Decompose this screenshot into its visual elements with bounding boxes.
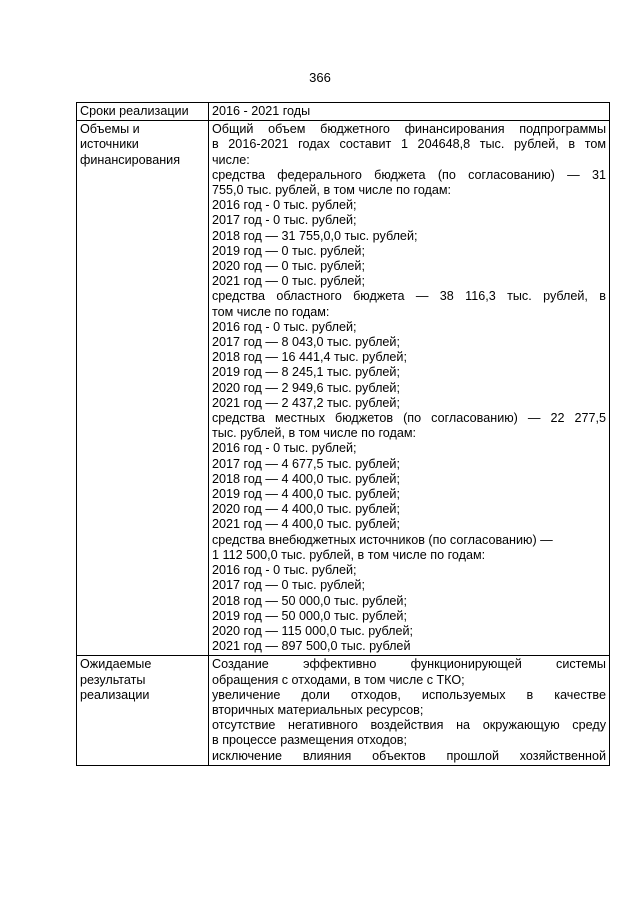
text-line: отсутствие негативного воздействия на окружающую среду [212,718,606,733]
text-line: 2018 год — 31 755,0,0 тыс. рублей; [212,228,418,243]
text-line: 2016 год - 0 тыс. рублей; [212,198,357,213]
text-line: вторичных материальных ресурсов; [212,702,424,717]
text-line: 2016 год - 0 тыс. рублей; [212,441,357,456]
text-line: 2020 год — 115 000,0 тыс. рублей; [212,623,414,638]
table-row-funding [77,121,610,656]
text-line: том числе по годам: [212,304,330,319]
row-label-line: Ожидаемые [80,657,152,672]
row-value-funding [209,121,610,656]
text-line: 2017 год - 0 тыс. рублей; [212,213,357,228]
text-line: средства местных бюджетов (по согласованию) — 22 277,5 [212,411,606,426]
row-label-line: результаты [80,672,146,687]
row-label-line: Объемы и [80,122,140,137]
text-line: 2020 год — 4 400,0 тыс. рублей; [212,502,400,517]
row-label-terms: Сроки реализации [77,103,209,121]
text-line: числе: [212,152,250,167]
text-line: обращения с отходами, в том числе с ТКО; [212,672,465,687]
text-line: 1 112 500,0 тыс. рублей, в том числе по годам: [212,547,486,562]
text-line: 2017 год — 8 043,0 тыс. рублей; [212,335,400,350]
text-line: 2019 год — 8 245,1 тыс. рублей; [212,365,400,380]
text-line: 2021 год — 2 437,2 тыс. рублей; [212,395,400,410]
text-line: 2021 год — 4 400,0 тыс. рублей; [212,517,400,532]
row-value-terms [209,103,610,121]
terms-text: 2016 - 2021 годы [212,104,311,118]
text-line: 2017 год — 4 677,5 тыс. рублей; [212,456,400,471]
row-label-funding [77,121,209,656]
text-line: средства областного бюджета — 38 116,3 тыс. рублей, в [212,289,606,304]
text-line: в процессе размещения отходов; [212,733,407,748]
row-value-results [209,656,610,765]
text-line: Создание эффективно функционирующей системы [212,657,606,672]
text-line: 2019 год — 50 000,0 тыс. рублей; [212,608,407,623]
text-line: 2018 год — 4 400,0 тыс. рублей; [212,471,400,486]
text-line: средства внебюджетных источников (по согласованию) — [212,532,553,547]
text-line: 2019 год — 4 400,0 тыс. рублей; [212,487,400,502]
text-line: 2018 год — 16 441,4 тыс. рублей; [212,350,407,365]
page-number: 366 [309,70,331,85]
text-line: 2020 год — 0 тыс. рублей; [212,259,365,274]
text-line: 755,0 тыс. рублей, в том числе по годам: [212,183,452,198]
text-line: средства федерального бюджета (по согласованию) — 31 [212,167,606,182]
text-line: исключение влияния объектов прошлой хозяйственной [212,748,606,763]
text-line: 2017 год — 0 тыс. рублей; [212,578,365,593]
text-line: в 2016-2021 годах составит 1 204648,8 тыс. рублей, в том [212,137,606,152]
row-label-line: финансирования [80,152,181,167]
row-label-line: источники [80,137,139,152]
row-label-line: реализации [80,687,150,702]
program-passport-table [76,102,610,766]
text-line: 2021 год — 0 тыс. рублей; [212,274,365,289]
text-line: 2020 год — 2 949,6 тыс. рублей; [212,380,400,395]
text-line: 2021 год — 897 500,0 тыс. рублей [212,639,411,654]
text-line: Общий объем бюджетного финансирования подпрограммы [212,122,606,137]
text-line: 2016 год - 0 тыс. рублей; [212,319,357,334]
text-line: 2018 год — 50 000,0 тыс. рублей; [212,593,407,608]
text-line: увеличение доли отходов, используемых в качестве [212,687,606,702]
table-row-results [77,656,610,765]
text-line: 2019 год — 0 тыс. рублей; [212,243,365,258]
text-line: 2016 год - 0 тыс. рублей; [212,563,357,578]
text-line: тыс. рублей, в том числе по годам: [212,426,417,441]
table-row-terms [77,103,610,121]
row-label-results [77,656,209,765]
